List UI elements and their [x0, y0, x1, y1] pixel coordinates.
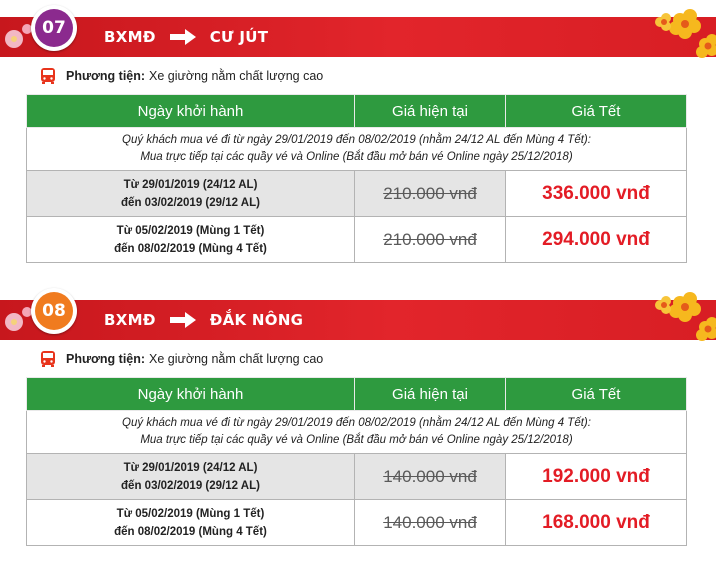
- arrow-right-icon: [170, 312, 196, 328]
- apricot-flower-icon: [0, 17, 34, 57]
- tet-price-cell: 336.000 vnđ: [506, 171, 687, 217]
- route-origin: BXMĐ: [104, 311, 156, 329]
- route-number: 07: [35, 9, 73, 47]
- booking-note: [27, 128, 687, 171]
- route-number-badge: [31, 5, 77, 51]
- route-title: [104, 300, 303, 340]
- note-line: Mua trực tiếp tại các quầy vé và Online (Bắt đầu mở bán vé Online ngày 25/12/2018): [140, 434, 573, 446]
- table-row: [27, 454, 687, 500]
- date-to: đến 03/02/2019 (29/12 AL): [121, 479, 260, 492]
- booking-note: [27, 411, 687, 454]
- current-price-cell: 210.000 vnđ: [355, 217, 506, 263]
- table-row: [27, 500, 687, 546]
- date-to: đến 03/02/2019 (29/12 AL): [121, 196, 260, 209]
- route-number: 08: [35, 292, 73, 330]
- route-title: [104, 17, 268, 57]
- header-tet-price: Giá Tết: [506, 378, 687, 411]
- route-number-badge: [31, 288, 77, 334]
- tet-price-cell: 294.000 vnđ: [506, 217, 687, 263]
- route-destination: ĐẮK NÔNG: [209, 311, 304, 329]
- route-destination: CƯ JÚT: [209, 28, 269, 46]
- vehicle-value: Xe giường nằm chất lượng cao: [149, 352, 324, 366]
- date-from: Từ 05/02/2019 (Mùng 1 Tết): [116, 507, 265, 520]
- current-price-cell: 210.000 vnđ: [355, 171, 506, 217]
- note-line: Quý khách mua vé đi từ ngày 29/01/2019 đến 08/02/2019 (nhằm 24/12 AL đến Mùng 4 Tết):: [122, 134, 591, 146]
- date-from: Từ 05/02/2019 (Mùng 1 Tết): [116, 224, 265, 237]
- vehicle-label: Phương tiện:: [66, 69, 146, 83]
- price-table: [26, 377, 687, 546]
- tet-price-cell: 192.000 vnđ: [506, 454, 687, 500]
- current-price-cell: 140.000 vnđ: [355, 454, 506, 500]
- date-from: Từ 29/01/2019 (24/12 AL): [123, 461, 258, 474]
- note-row: [27, 128, 687, 171]
- header-current-price: Giá hiện tại: [355, 95, 506, 128]
- date-to: đến 08/02/2019 (Mùng 4 Tết): [114, 525, 267, 538]
- note-line: Mua trực tiếp tại các quầy vé và Online (Bắt đầu mở bán vé Online ngày 25/12/2018): [140, 151, 573, 163]
- table-header-row: [27, 95, 687, 128]
- tet-price-cell: 168.000 vnđ: [506, 500, 687, 546]
- apricot-flower-icon: [0, 300, 34, 340]
- header-current-price: Giá hiện tại: [355, 378, 506, 411]
- price-table: [26, 94, 687, 263]
- note-line: Quý khách mua vé đi từ ngày 29/01/2019 đến 08/02/2019 (nhằm 24/12 AL đến Mùng 4 Tết):: [122, 417, 591, 429]
- apricot-flower-icon: [650, 0, 716, 60]
- current-price-cell: 140.000 vnđ: [355, 500, 506, 546]
- departure-date-cell: [27, 500, 355, 546]
- table-row: [27, 217, 687, 263]
- header-departure-date: Ngày khởi hành: [27, 378, 355, 411]
- vehicle-info: [39, 67, 323, 85]
- bus-icon: [39, 350, 57, 368]
- table-header-row: [27, 378, 687, 411]
- table-row: [27, 171, 687, 217]
- departure-date-cell: [27, 217, 355, 263]
- arrow-right-icon: [170, 29, 196, 45]
- departure-date-cell: [27, 454, 355, 500]
- bus-icon: [39, 67, 57, 85]
- vehicle-info: [39, 350, 323, 368]
- vehicle-label: Phương tiện:: [66, 352, 146, 366]
- header-tet-price: Giá Tết: [506, 95, 687, 128]
- date-from: Từ 29/01/2019 (24/12 AL): [123, 178, 258, 191]
- apricot-flower-icon: [650, 283, 716, 343]
- vehicle-value: Xe giường nằm chất lượng cao: [149, 69, 324, 83]
- date-to: đến 08/02/2019 (Mùng 4 Tết): [114, 242, 267, 255]
- departure-date-cell: [27, 171, 355, 217]
- note-row: [27, 411, 687, 454]
- route-origin: BXMĐ: [104, 28, 156, 46]
- header-departure-date: Ngày khởi hành: [27, 95, 355, 128]
